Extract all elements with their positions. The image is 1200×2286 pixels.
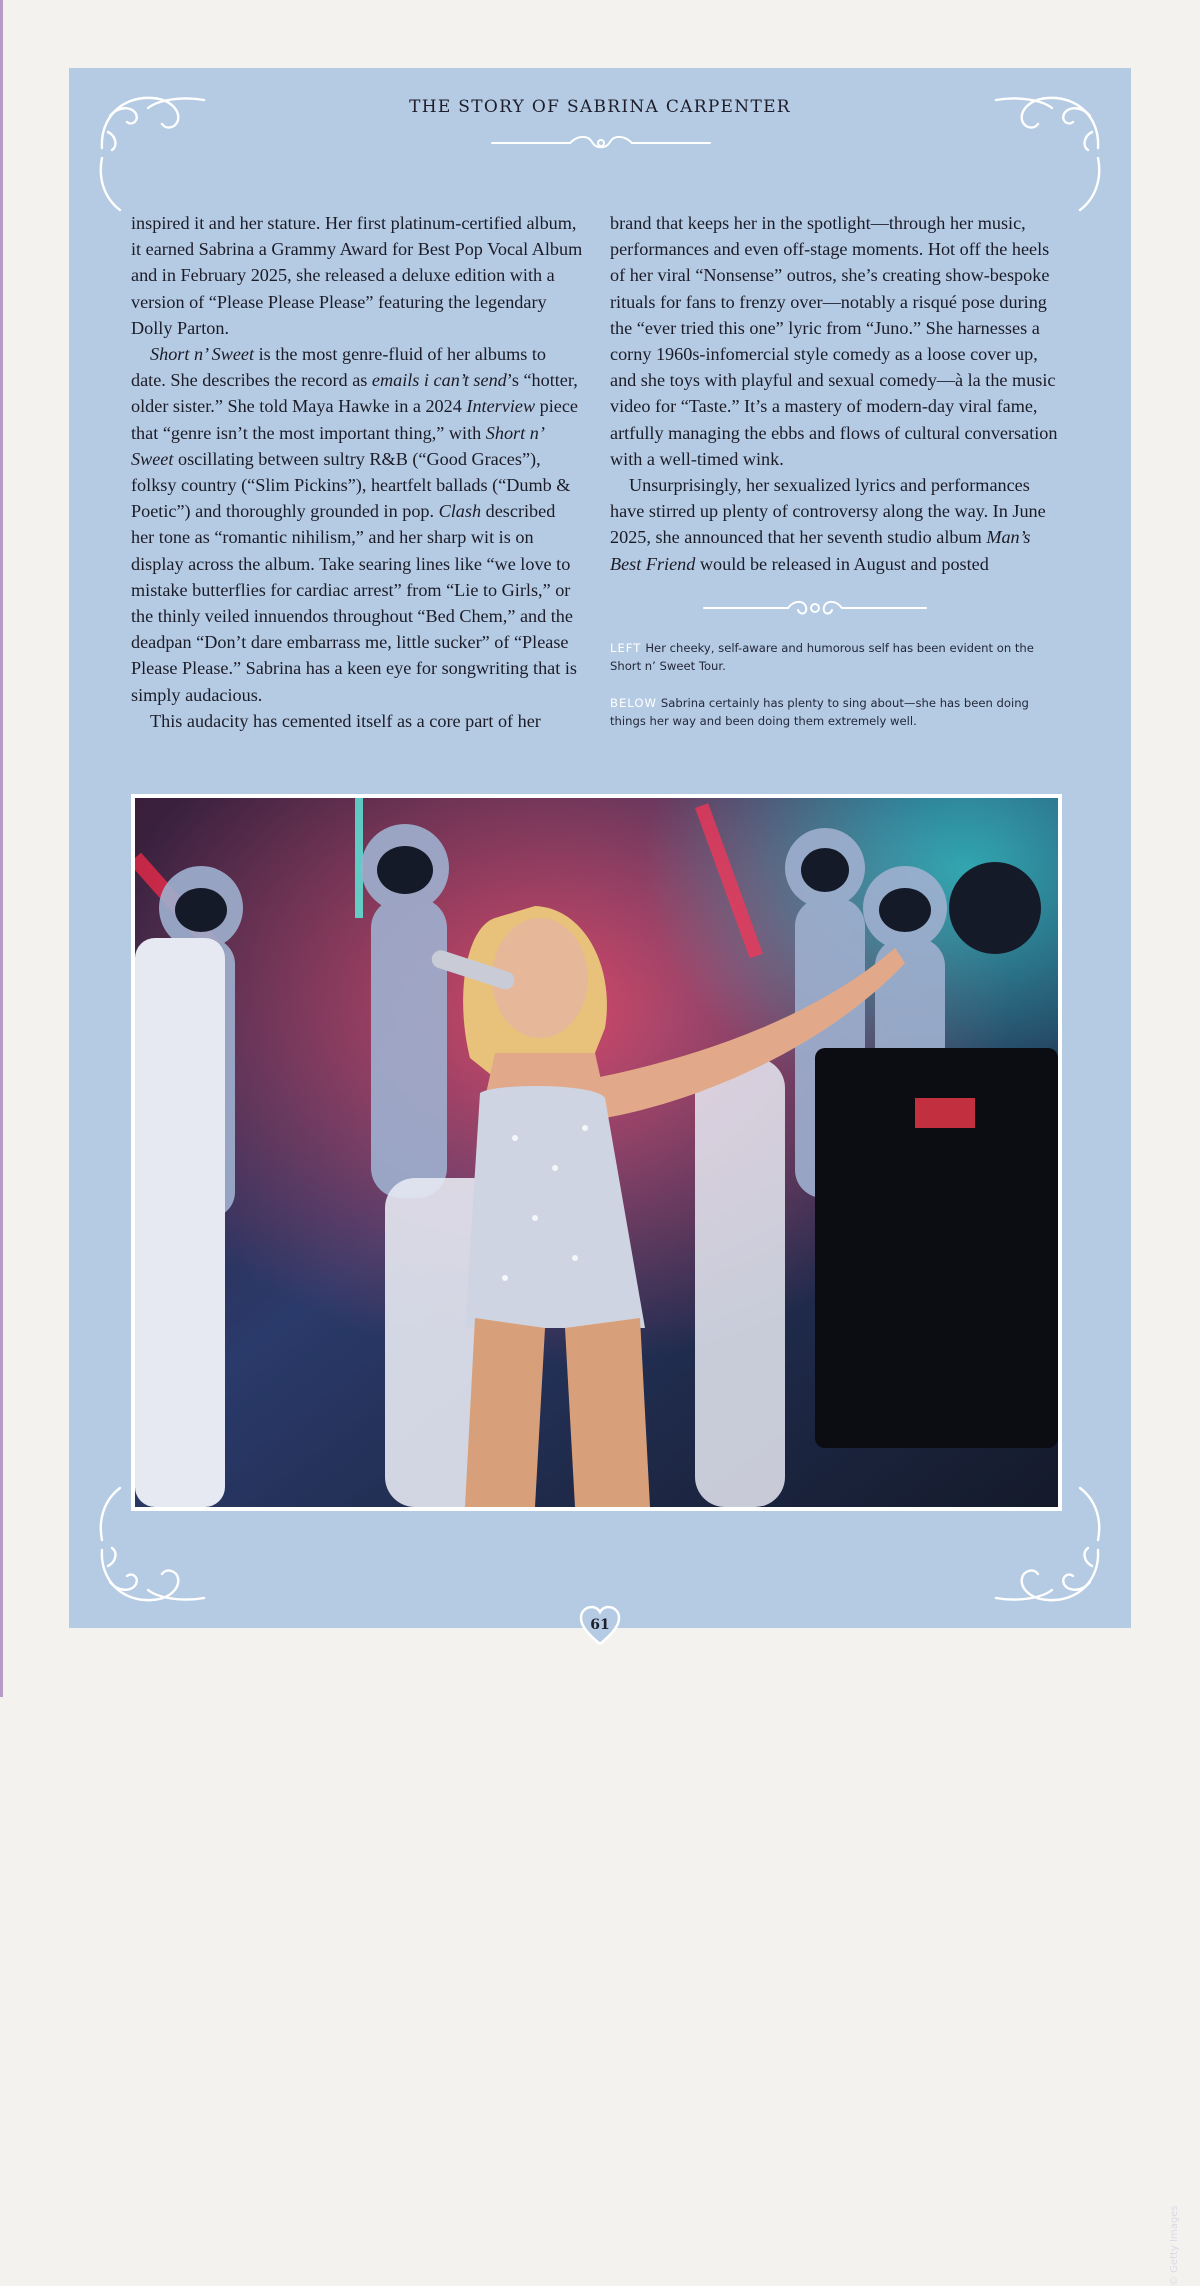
page-title: THE STORY OF SABRINA CARPENTER [409,97,791,117]
album-title: Short n’ Sweet [150,344,255,365]
album-title: emails i can’t send [371,370,507,391]
paragraph: This audacity has cemented itself as a core part of her [150,710,541,731]
section-divider-icon [702,596,928,620]
text-run: ’s “hotter, older sister.” She told Maya Hawke in a 2024 [131,370,578,417]
photo-illustration [135,798,1058,1507]
paragraph [610,472,1062,577]
title-flourish-icon [490,132,712,154]
album-title: Man’s Best Friend [610,527,1031,574]
text-run: described her tone as “romantic nihilism,” and her sharp wit is on display across the album. Take searing lines like “we love to mistake butterflies for cardiac arrest” from “Lie to Girls,” or the thinly veiled innuendos throughout “Bed Chem,” and the deadpan “Don’t dare embarrass me, little sucker” of “Please Please Please.” Sabrina has a keen eye for songwriting that is simply audacious. [131,501,577,705]
paragraph [131,341,583,708]
text-run: piece that “genre isn’t the most important thing,” with [131,396,578,443]
page-edge [0,0,3,1697]
album-title: Short n’ Sweet [131,422,543,469]
text-run: is the most genre-fluid of her albums to date. She describes the record as [131,344,547,391]
caption-label: BELOW [610,696,657,710]
paragraph: inspired it and her stature. Her first platinum-certified album, it earned Sabrina a Grammy Award for Best Pop Vocal Album and in February 2025, she released a deluxe edition with a version of “Please Please Please” featuring the legendary Dolly Parton. [131,213,583,338]
text-run: oscillating between sultry R&B (“Good Graces”), folksy country (“Slim Pickins”), heartfelt ballads (“Dumb & Poetic”) and thoroughly grounded in pop. [131,448,571,522]
caption-label: LEFT [610,641,642,655]
text-run: would be released in August and posted [695,553,989,574]
article-column-left [131,210,583,734]
text-run: Unsurprisingly, her sexualized lyrics and performances have stirred up plenty of controversy along the way. In June 2025, she announced that her seventh studio album [610,475,1046,548]
publication-title: Clash [438,501,482,522]
article-column-right [610,210,1062,577]
page-number: 61 [590,1617,610,1633]
publication-title: Interview [466,396,536,417]
caption-below [610,694,1060,730]
photo-credit: © Getty Images [1169,2205,1180,2286]
caption-left [610,639,1060,675]
caption-text: Her cheeky, self-aware and humorous self has been evident on the Short n’ Sweet Tour. [610,641,1034,673]
paragraph: brand that keeps her in the spotlight—through her music, performances and even off-stage moments. Hot off the heels of her viral “Nonsense” outros, she’s creating show-bespoke rituals for fans to frenzy over—notably a risqué pose during the “ever tried this one” lyric from “Juno.” She harnesses a corny 1960s-infomercial style comedy as a loose cover up, and she toys with playful and sexual comedy—à la the music video for “Taste.” It’s a mastery of modern-day viral fame, artfully managing the ebbs and flows of cultural conversation with a well-timed wink. [610,213,1058,469]
caption-text: Sabrina certainly has plenty to sing about—she has been doing things her way and been doing them extremely well. [610,696,1029,728]
